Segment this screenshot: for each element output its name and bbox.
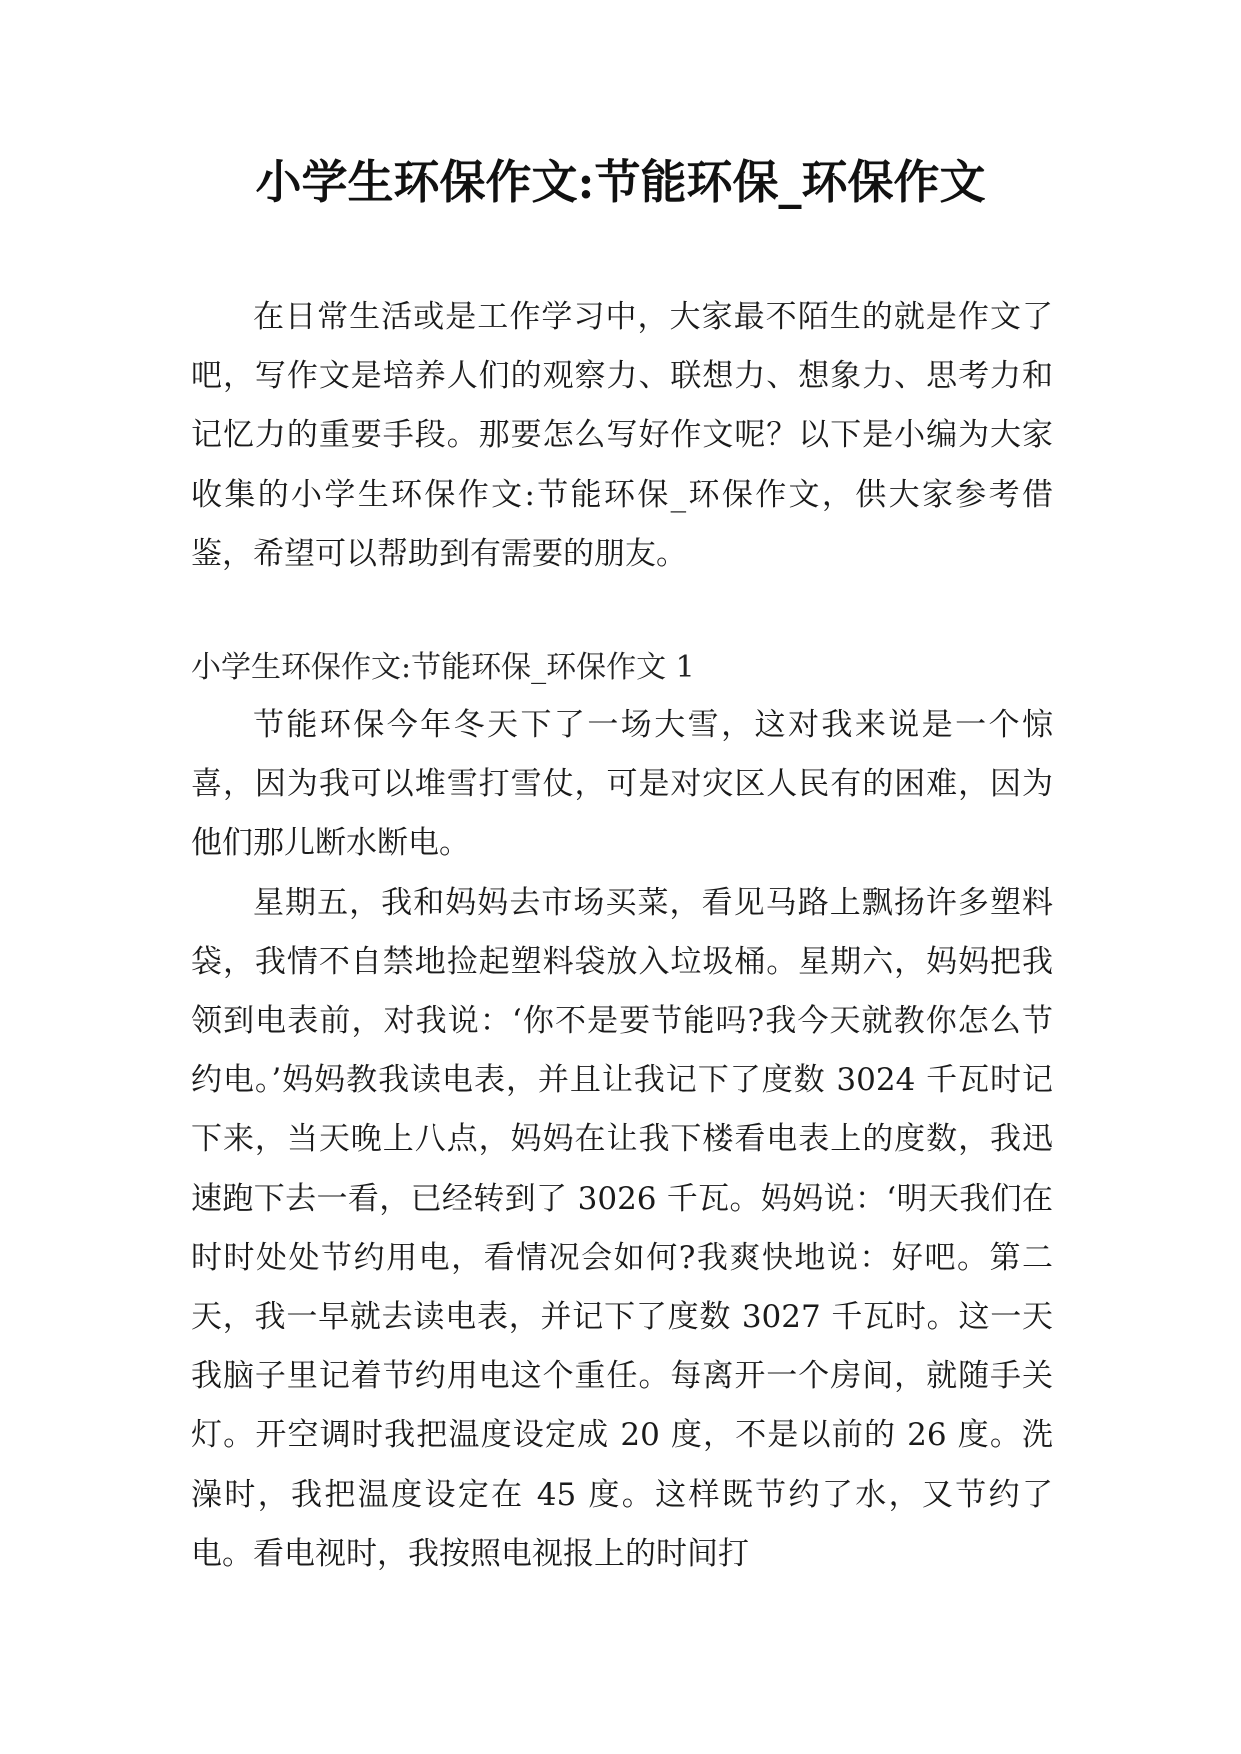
essay-paragraph-2: 星期五，我和妈妈去市场买菜，看见马路上飘扬许多塑料袋，我情不自禁地捡起塑料袋放入垃圾桶。星期六，妈妈把我领到电表前，对我说：‘你不是要节能吗?我今天就教你怎么节约电。’妈妈教我读电表，并且让我记下了度数 3024 千瓦时记下来，当天晚上八点，妈妈在让我下楼看电表上的度数，我迅速跑下去一看，已经转到了 3026 千瓦。妈妈说：‘明天我们在时时处处节约用电，看情况会如何?我爽快地说：好吧。第二天，我一早就去读电表，并记下了度数 3027 千瓦时。这一天我脑子里记着节约用电这个重任。每离开一个房间，就随手关灯。开空调时我把温度设定成 20 度，不是以前的 26 度。洗澡时，我把温度设定在 45 度。这样既节约了水，又节约了电。看电视时，我按照电视报上的时间打 bbox=[191, 884, 1053, 1572]
essay-paragraph-1: 节能环保今年冬天下了一场大雪，这对我来说是一个惊喜，因为我可以堆雪打雪仗，可是对灾区人民有的困难，因为他们那儿断水断电。 bbox=[191, 707, 1053, 862]
document-body bbox=[191, 288, 1053, 1584]
section-heading: 小学生环保作文:节能环保_环保作文 1 bbox=[191, 650, 695, 686]
intro-paragraph: 在日常生活或是工作学习中，大家最不陌生的就是作文了吧，写作文是培养人们的观察力、联想力、想象力、思考力和记忆力的重要手段。那要怎么写好作文呢？以下是小编为大家收集的小学生环保作文:节能环保_环保作文，供大家参考借鉴，希望可以帮助到有需要的朋友。 bbox=[191, 299, 1053, 572]
document-title: 小学生环保作文:节能环保_环保作文 bbox=[255, 155, 986, 209]
